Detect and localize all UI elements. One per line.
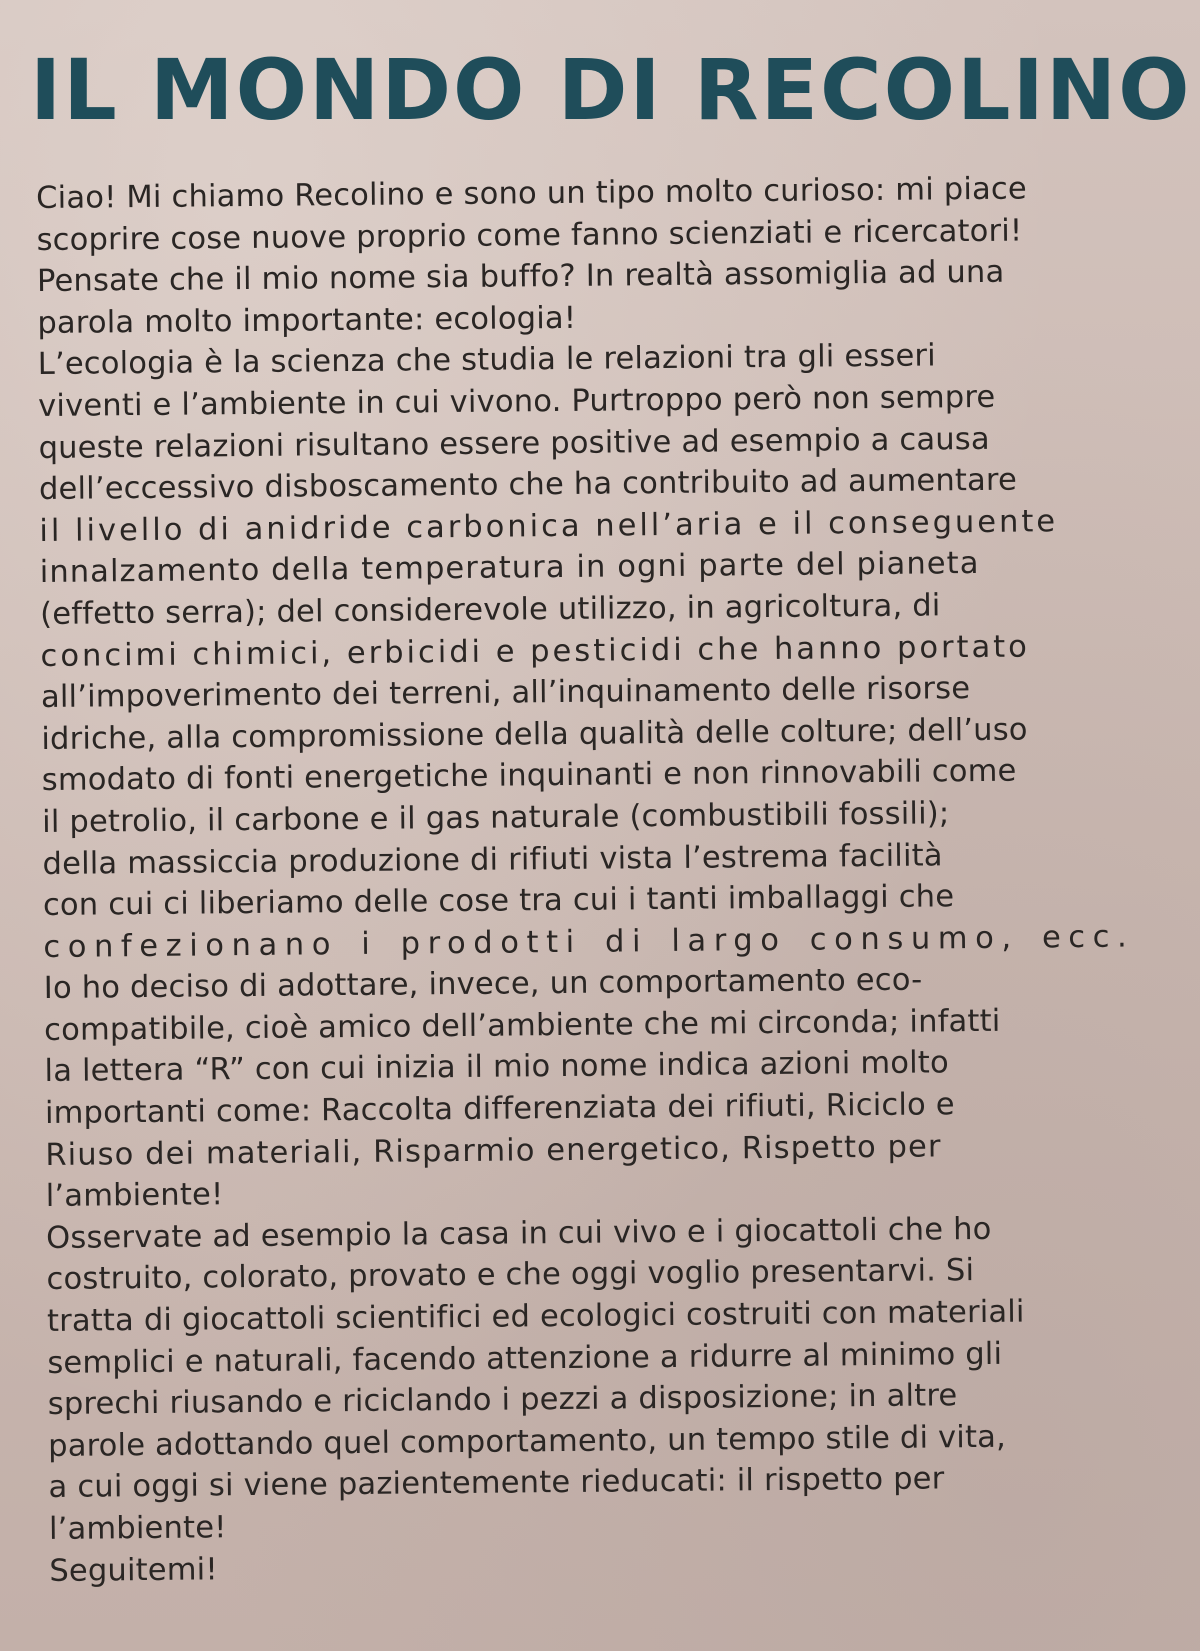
text-line: parole adottando quel comportamento, un tempo stile di vita,	[48, 1419, 1007, 1464]
text-line: Io ho deciso di adottare, invece, un comportamento eco-	[43, 962, 923, 1007]
text-line: tratta di giocattoli scientifici ed ecologici costruiti con materiali	[46, 1294, 1025, 1339]
text-line: la lettera “R” con cui inizia il mio nome indica azioni molto	[44, 1045, 950, 1090]
panel-title: IL MONDO DI RECOLINO	[30, 41, 1192, 139]
text-line: dell’eccessivo disboscamento che ha contribuito ad aumentare	[38, 462, 1018, 508]
text-line: Ciao! Mi chiamo Recolino e sono un tipo molto curioso: mi piace	[36, 171, 1028, 216]
text-line: costruito, colorato, provato e che oggi voglio presentarvi. Si	[46, 1253, 975, 1298]
text-line: l’ambiente!	[45, 1177, 224, 1215]
text-line: Seguitemi!	[49, 1551, 218, 1589]
text-line: viventi e l’ambiente in cui vivono. Purtroppo però non sempre	[38, 379, 996, 424]
text-line: importanti come: Raccolta differenziata dei rifiuti, Riciclo e	[44, 1087, 955, 1132]
text-line: concimi chimici, erbicidi e pesticidi che hanno portato	[40, 629, 1031, 674]
text-line: innalzamento della temperatura in ogni parte del pianeta	[39, 546, 980, 591]
text-line: sprechi riusando e riciclando i pezzi a disposizione; in altre	[47, 1378, 958, 1423]
text-line: all’impoverimento dei terreni, all’inquinamento delle risorse	[40, 671, 971, 716]
text-line: della massiccia produzione di rifiuti vista l’estrema facilità	[42, 837, 943, 882]
text-line: a cui oggi si viene pazientemente rieducati: il rispetto per	[48, 1461, 945, 1506]
text-line: smodato di fonti energetiche inquinanti e non rinnovabili come	[41, 753, 1017, 799]
text-line: confezionano i prodotti di largo consumo, ecc.	[43, 919, 1135, 965]
text-line: semplici e naturali, facendo attenzione a ridurre al minimo gli	[47, 1336, 1003, 1381]
text-line: idriche, alla compromissione della qualità delle colture; dell’uso	[41, 712, 1028, 757]
text-line: parola molto importante: ecologia!	[37, 300, 577, 341]
text-line: il petrolio, il carbone e il gas naturale (combustibili fossili);	[42, 796, 950, 840]
text-line: compatibile, cioè amico dell’ambiente che mi circonda; infatti	[44, 1003, 1001, 1048]
text-line: Riuso dei materiali, Risparmio energetico, Rispetto per	[45, 1129, 942, 1173]
text-line: l’ambiente!	[48, 1510, 227, 1547]
text-line: L’ecologia è la scienza che studia le relazioni tra gli esseri	[37, 338, 937, 383]
text-line: Pensate che il mio nome sia buffo? In realtà assomiglia ad una	[36, 254, 1005, 300]
text-line: il livello di anidride carbonica nell’aria e il conseguente	[39, 503, 1059, 549]
panel-body-text	[36, 167, 1180, 1592]
text-line: Osservate ad esempio la casa in cui vivo e i giocattoli che ho	[46, 1211, 992, 1256]
text-line: queste relazioni risultano essere positive ad esempio a causa	[38, 421, 990, 466]
text-line: con cui ci liberiamo delle cose tra cui i tanti imballaggi che	[42, 879, 955, 924]
text-line: (effetto serra); del considerevole utilizzo, in agricoltura, di	[40, 588, 941, 632]
text-line: scoprire cose nuove proprio come fanno scienziati e ricercatori!	[36, 213, 1023, 258]
